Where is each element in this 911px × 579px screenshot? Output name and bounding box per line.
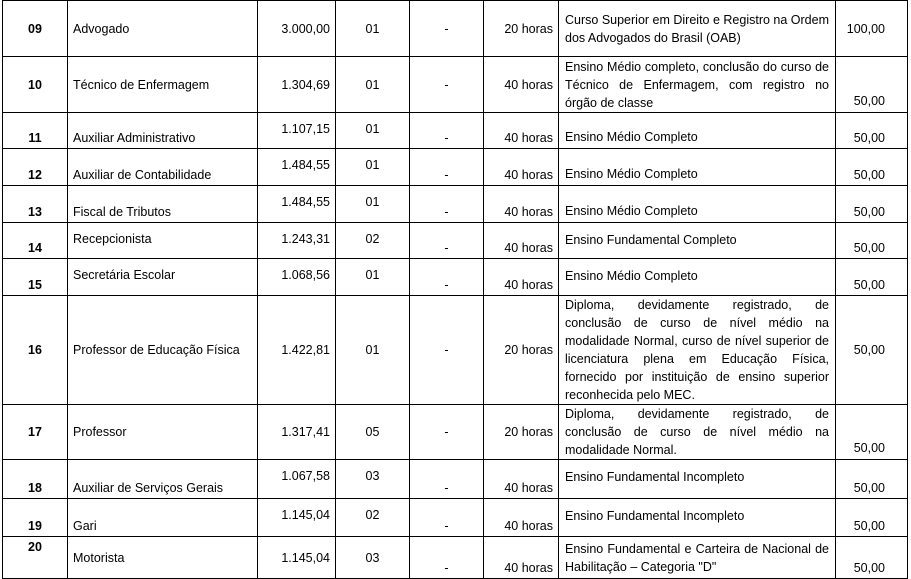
position-title: Técnico de Enfermagem	[68, 57, 258, 113]
vacancies: 01	[336, 57, 410, 113]
reserve-vacancies: -	[410, 259, 484, 296]
workload: 40 horas	[484, 460, 559, 499]
vacancies: 03	[336, 537, 410, 579]
registration-fee: 50,00	[836, 499, 908, 537]
reserve-vacancies: -	[410, 223, 484, 259]
position-number: 10	[3, 57, 68, 113]
position-title: Motorista	[68, 537, 258, 579]
registration-fee: 50,00	[836, 57, 908, 113]
registration-fee: 50,00	[836, 259, 908, 296]
table-row	[3, 259, 908, 296]
salary: 1.145,04	[258, 537, 336, 579]
workload: 20 horas	[484, 405, 559, 460]
vacancies: 02	[336, 499, 410, 537]
salary: 1.484,55	[258, 149, 336, 186]
registration-fee: 100,00	[836, 1, 908, 57]
registration-fee: 50,00	[836, 405, 908, 460]
requirement: Ensino Médio Completo	[559, 113, 836, 149]
table-row	[3, 537, 908, 579]
workload: 40 horas	[484, 223, 559, 259]
registration-fee: 50,00	[836, 149, 908, 186]
salary: 1.243,31	[258, 223, 336, 259]
salary: 1.068,56	[258, 259, 336, 296]
reserve-vacancies: -	[410, 499, 484, 537]
vacancies: 03	[336, 460, 410, 499]
reserve-vacancies: -	[410, 460, 484, 499]
workload: 40 horas	[484, 499, 559, 537]
reserve-vacancies: -	[410, 537, 484, 579]
position-title: Auxiliar de Contabilidade	[68, 149, 258, 186]
salary: 1.317,41	[258, 405, 336, 460]
position-title: Auxiliar Administrativo	[68, 113, 258, 149]
position-number: 15	[3, 259, 68, 296]
position-number: 09	[3, 1, 68, 57]
vacancies: 02	[336, 223, 410, 259]
position-number: 20	[3, 537, 68, 579]
registration-fee: 50,00	[836, 223, 908, 259]
position-title: Advogado	[68, 1, 258, 57]
requirement: Curso Superior em Direito e Registro na Ordem dos Advogados do Brasil (OAB)	[559, 1, 836, 57]
reserve-vacancies: -	[410, 405, 484, 460]
table-row	[3, 1, 908, 57]
position-title: Gari	[68, 499, 258, 537]
registration-fee: 50,00	[836, 113, 908, 149]
registration-fee: 50,00	[836, 537, 908, 579]
vacancies: 01	[336, 1, 410, 57]
reserve-vacancies: -	[410, 149, 484, 186]
position-number: 17	[3, 405, 68, 460]
requirement: Diploma, devidamente registrado, de conclusão de curso de nível médio na modalidade Normal, curso de nível superior de licenciatura plena em Educação Física, fornecido por instituição de ensino superior reconhecida pelo MEC.	[559, 296, 836, 405]
position-number: 11	[3, 113, 68, 149]
workload: 40 horas	[484, 149, 559, 186]
salary: 1.107,15	[258, 113, 336, 149]
position-title: Professor de Educação Física	[68, 296, 258, 405]
reserve-vacancies: -	[410, 186, 484, 223]
table-row	[3, 57, 908, 113]
requirement: Ensino Médio completo, conclusão do curso de Técnico de Enfermagem, com registro no órgão de classe	[559, 57, 836, 113]
workload: 40 horas	[484, 57, 559, 113]
position-number: 19	[3, 499, 68, 537]
table-row	[3, 405, 908, 460]
reserve-vacancies: -	[410, 113, 484, 149]
requirement: Ensino Fundamental Completo	[559, 223, 836, 259]
workload: 40 horas	[484, 186, 559, 223]
position-title: Secretária Escolar	[68, 259, 258, 296]
salary: 1.484,55	[258, 186, 336, 223]
requirement: Ensino Fundamental Incompleto	[559, 499, 836, 537]
requirement: Ensino Médio Completo	[559, 186, 836, 223]
vacancies: 01	[336, 149, 410, 186]
position-number: 13	[3, 186, 68, 223]
reserve-vacancies: -	[410, 296, 484, 405]
salary: 1.304,69	[258, 57, 336, 113]
workload: 40 horas	[484, 537, 559, 579]
positions-table	[2, 0, 908, 579]
reserve-vacancies: -	[410, 1, 484, 57]
position-number: 14	[3, 223, 68, 259]
position-title: Auxiliar de Serviços Gerais	[68, 460, 258, 499]
vacancies: 01	[336, 296, 410, 405]
position-title: Professor	[68, 405, 258, 460]
position-number: 18	[3, 460, 68, 499]
salary: 3.000,00	[258, 1, 336, 57]
salary: 1.067,58	[258, 460, 336, 499]
requirement: Ensino Médio Completo	[559, 259, 836, 296]
requirement: Diploma, devidamente registrado, de conclusão de curso de nível médio na modalidade Normal.	[559, 405, 836, 460]
table-row	[3, 149, 908, 186]
vacancies: 05	[336, 405, 410, 460]
salary: 1.145,04	[258, 499, 336, 537]
workload: 40 horas	[484, 259, 559, 296]
registration-fee: 50,00	[836, 460, 908, 499]
workload: 20 horas	[484, 1, 559, 57]
table-row	[3, 499, 908, 537]
workload: 20 horas	[484, 296, 559, 405]
position-number: 12	[3, 149, 68, 186]
registration-fee: 50,00	[836, 186, 908, 223]
table-row	[3, 186, 908, 223]
table-row	[3, 113, 908, 149]
requirement: Ensino Fundamental Incompleto	[559, 460, 836, 499]
reserve-vacancies: -	[410, 57, 484, 113]
position-title: Recepcionista	[68, 223, 258, 259]
registration-fee: 50,00	[836, 296, 908, 405]
table-row	[3, 460, 908, 499]
requirement: Ensino Médio Completo	[559, 149, 836, 186]
vacancies: 01	[336, 259, 410, 296]
salary: 1.422,81	[258, 296, 336, 405]
vacancies: 01	[336, 186, 410, 223]
position-number: 16	[3, 296, 68, 405]
workload: 40 horas	[484, 113, 559, 149]
position-title: Fiscal de Tributos	[68, 186, 258, 223]
table-row	[3, 223, 908, 259]
requirement: Ensino Fundamental e Carteira de Nacional de Habilitação – Categoria "D"	[559, 537, 836, 579]
vacancies: 01	[336, 113, 410, 149]
table-row	[3, 296, 908, 405]
